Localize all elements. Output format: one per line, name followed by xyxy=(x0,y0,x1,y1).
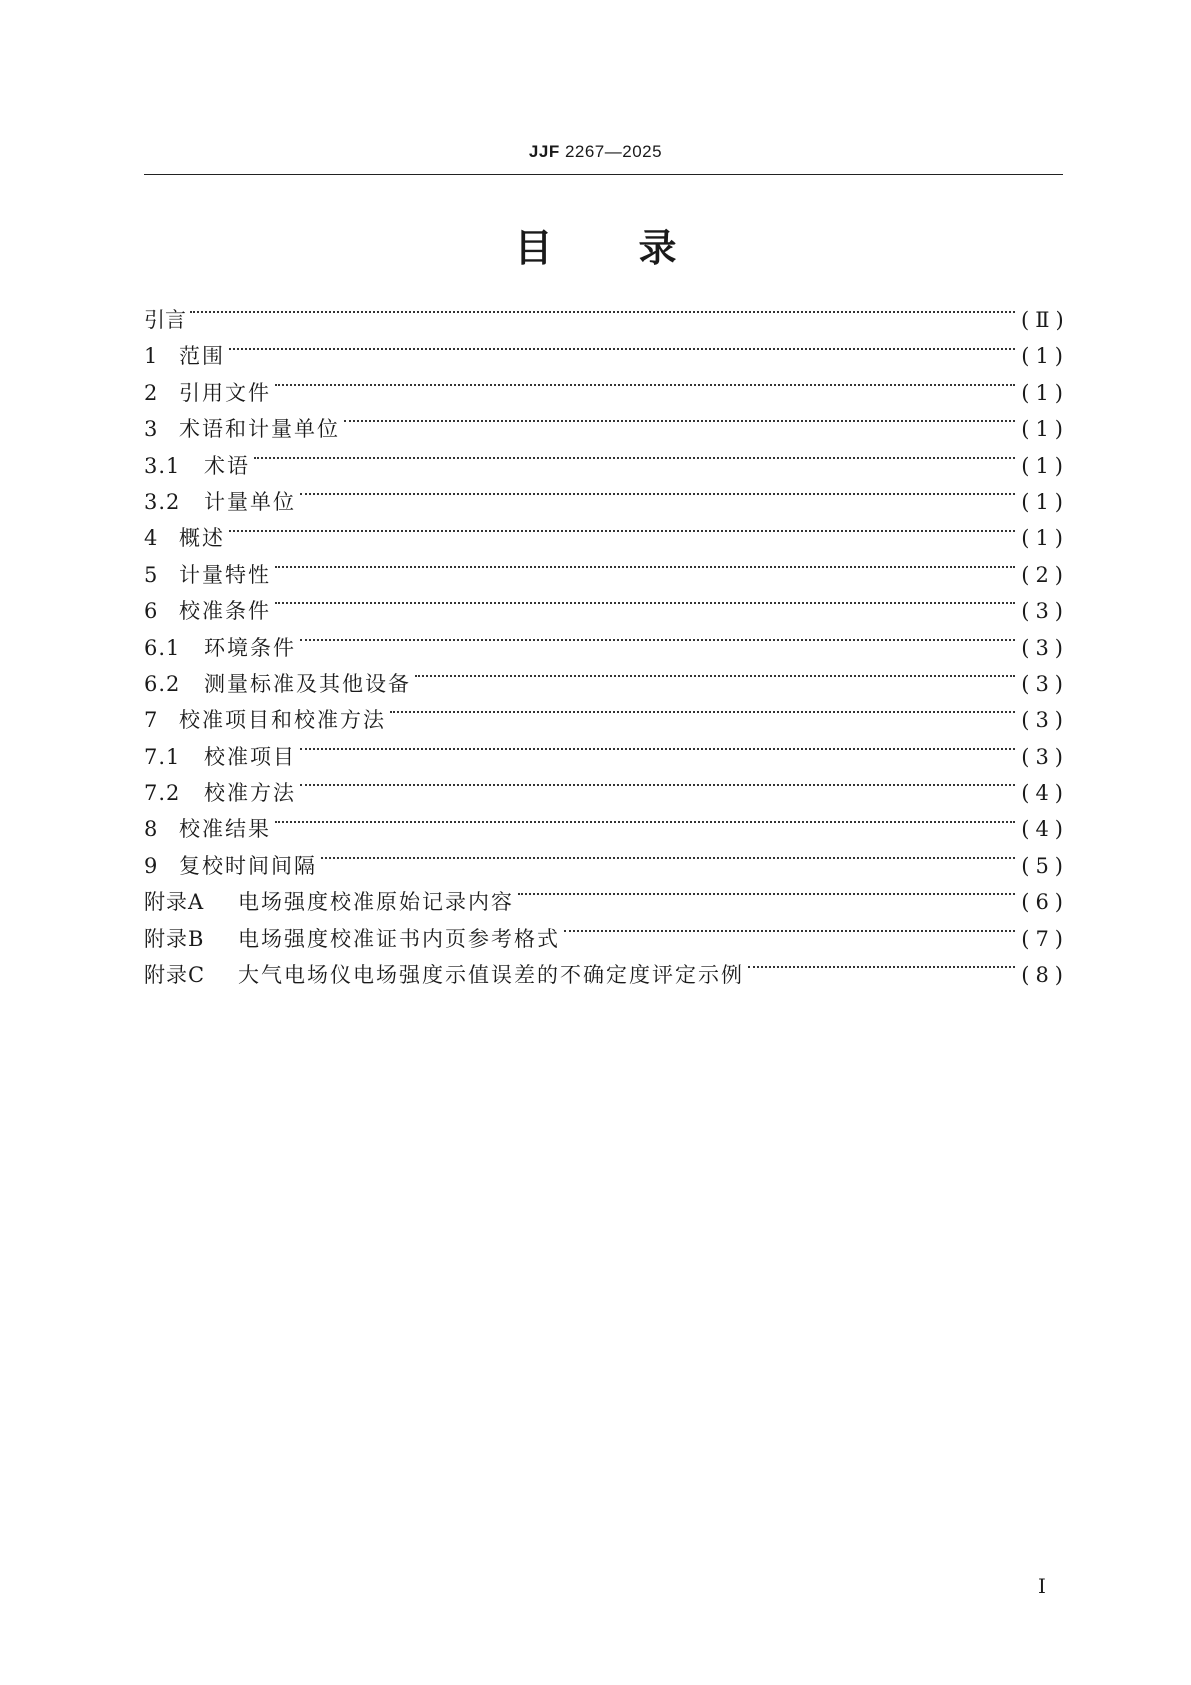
page-title xyxy=(0,222,1191,274)
toc-entry-page: (6) xyxy=(1021,890,1069,915)
toc-entry-page: (1) xyxy=(1021,417,1069,442)
toc-entry-label: 校准项目 xyxy=(204,744,296,769)
toc-leader-dots xyxy=(300,784,1015,786)
toc-entry-label: 大气电场仪电场强度示值误差的不确定度评定示例 xyxy=(238,963,744,988)
toc-entry-label: 范围 xyxy=(179,344,225,369)
toc-entry-label: 引言 xyxy=(144,308,186,332)
toc-entry-7-1[interactable] xyxy=(144,739,1069,775)
page-title-char-1: 目 xyxy=(514,226,553,270)
document-code xyxy=(0,142,1191,162)
toc-leader-dots xyxy=(300,639,1015,641)
toc-entry-6-2[interactable] xyxy=(144,666,1069,702)
table-of-contents xyxy=(144,302,1070,993)
toc-entry-page: (3) xyxy=(1021,708,1069,733)
toc-entry-number: 3.1 xyxy=(144,453,181,478)
toc-leader-dots xyxy=(300,493,1015,495)
toc-entry-label: 概述 xyxy=(179,526,225,551)
toc-entry-label: 校准方法 xyxy=(204,781,296,806)
toc-entry-label: 电场强度校准原始记录内容 xyxy=(238,890,514,915)
toc-entry-page: (3) xyxy=(1021,599,1069,624)
toc-entry-appendix-a[interactable] xyxy=(144,884,1069,920)
toc-leader-dots xyxy=(229,348,1015,350)
toc-leader-dots xyxy=(300,748,1015,750)
toc-entry-foreword[interactable] xyxy=(144,302,1070,338)
toc-entry-number: 5 xyxy=(144,562,159,587)
toc-entry-label: 复校时间间隔 xyxy=(179,853,317,878)
toc-entry-2[interactable] xyxy=(144,375,1069,411)
toc-entry-number: 7 xyxy=(144,708,159,733)
toc-entry-page: (3) xyxy=(1021,671,1069,696)
toc-entry-label: 计量特性 xyxy=(179,562,271,587)
toc-entry-page: (1) xyxy=(1021,344,1069,369)
toc-leader-dots xyxy=(564,930,1015,932)
toc-entry-number: 8 xyxy=(144,817,159,842)
toc-entry-7[interactable] xyxy=(144,702,1069,738)
toc-entry-label: 校准项目和校准方法 xyxy=(179,708,386,733)
toc-entry-appendix-c[interactable] xyxy=(144,957,1069,993)
document-code-prefix: JJF xyxy=(528,142,560,161)
toc-entry-3[interactable] xyxy=(144,411,1069,447)
toc-entry-page: (1) xyxy=(1021,380,1069,405)
toc-entry-number: 3.2 xyxy=(144,489,181,514)
toc-entry-label: 校准结果 xyxy=(179,817,271,842)
toc-entry-page: (3) xyxy=(1021,744,1069,769)
toc-entry-appendix-b[interactable] xyxy=(144,921,1069,957)
toc-entry-page: (4) xyxy=(1021,817,1069,842)
toc-entry-3-1[interactable] xyxy=(144,448,1069,484)
toc-entry-label: 引用文件 xyxy=(179,380,271,405)
toc-leader-dots xyxy=(275,384,1015,386)
toc-leader-dots xyxy=(190,311,1015,313)
toc-entry-label: 术语和计量单位 xyxy=(179,417,340,442)
toc-entry-number: 6.2 xyxy=(144,671,181,696)
toc-leader-dots xyxy=(254,457,1015,459)
toc-entry-page: (3) xyxy=(1021,635,1069,660)
toc-entry-number: 6 xyxy=(144,599,159,624)
toc-leader-dots xyxy=(344,420,1015,422)
toc-leader-dots xyxy=(390,711,1015,713)
page-title-char-2: 录 xyxy=(638,226,677,270)
document-code-number: 2267—2025 xyxy=(564,142,663,161)
toc-entry-label: 术语 xyxy=(204,453,250,478)
page-number: I xyxy=(1038,1574,1046,1598)
toc-leader-dots xyxy=(518,893,1015,895)
toc-entry-number: 1 xyxy=(144,344,159,369)
toc-entry-page: (Ⅱ) xyxy=(1021,308,1070,332)
toc-entry-number: 附录B xyxy=(144,926,205,951)
toc-entry-number: 7.2 xyxy=(144,781,181,806)
toc-entry-number: 2 xyxy=(144,380,159,405)
toc-entry-page: (1) xyxy=(1021,453,1069,478)
header-divider xyxy=(144,174,1063,175)
toc-entry-page: (2) xyxy=(1021,562,1069,587)
toc-entry-page: (4) xyxy=(1021,781,1069,806)
toc-leader-dots xyxy=(321,857,1015,859)
toc-entry-3-2[interactable] xyxy=(144,484,1069,520)
toc-entry-6-1[interactable] xyxy=(144,630,1069,666)
toc-entry-page: (1) xyxy=(1021,526,1069,551)
toc-entry-9[interactable] xyxy=(144,848,1069,884)
toc-leader-dots xyxy=(229,530,1015,532)
toc-entry-label: 环境条件 xyxy=(204,635,296,660)
toc-leader-dots xyxy=(275,602,1015,604)
toc-entry-4[interactable] xyxy=(144,520,1069,556)
toc-entry-label: 校准条件 xyxy=(179,599,271,624)
toc-entry-8[interactable] xyxy=(144,811,1069,847)
toc-entry-5[interactable] xyxy=(144,557,1069,593)
toc-leader-dots xyxy=(275,821,1015,823)
toc-entry-6[interactable] xyxy=(144,593,1069,629)
toc-entry-page: (8) xyxy=(1021,963,1069,988)
toc-entry-number: 7.1 xyxy=(144,744,181,769)
toc-entry-number: 附录A xyxy=(144,890,205,915)
toc-entry-7-2[interactable] xyxy=(144,775,1069,811)
toc-entry-label: 电场强度校准证书内页参考格式 xyxy=(238,926,560,951)
toc-entry-page: (5) xyxy=(1021,853,1069,878)
toc-entry-number: 附录C xyxy=(144,963,206,988)
toc-leader-dots xyxy=(415,675,1015,677)
toc-leader-dots xyxy=(748,966,1015,968)
toc-leader-dots xyxy=(275,566,1015,568)
toc-entry-number: 6.1 xyxy=(144,635,181,660)
toc-entry-1[interactable] xyxy=(144,338,1069,374)
toc-entry-page: (7) xyxy=(1021,926,1069,951)
toc-entry-number: 4 xyxy=(144,526,159,551)
toc-entry-number: 3 xyxy=(144,417,159,442)
toc-entry-label: 测量标准及其他设备 xyxy=(204,671,411,696)
toc-entry-label: 计量单位 xyxy=(204,489,296,514)
toc-entry-page: (1) xyxy=(1021,489,1069,514)
toc-entry-number: 9 xyxy=(144,853,159,878)
